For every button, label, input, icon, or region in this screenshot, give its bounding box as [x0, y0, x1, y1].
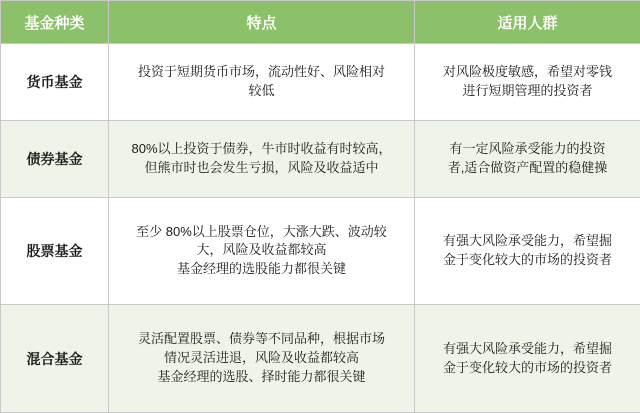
cell-fund-kind: 混合基金 [1, 305, 109, 413]
cell-target-people [415, 44, 640, 121]
cell-fund-feature [109, 197, 415, 305]
table-row [1, 120, 640, 197]
header-cell-feature: 特点 [109, 1, 415, 44]
people-line: 者,适合做资产配置的稳健操 [447, 159, 608, 175]
cell-fund-feature [109, 305, 415, 413]
cell-fund-kind: 债券基金 [1, 120, 109, 197]
table-row [1, 305, 640, 413]
feature-line: 但熊市时也会发生亏损，风险及收益适中 [144, 159, 379, 175]
people-line: 对风险极度敏感，希望对零钱 [442, 64, 612, 80]
feature-line: 大，风险及收益都较高 [196, 242, 327, 258]
feature-line: 情况灵活进退，风险及收益都较高 [163, 350, 359, 366]
people-line: 金于变化较大的市场的投资者 [442, 251, 612, 267]
header-cell-kind: 基金种类 [1, 1, 109, 44]
cell-fund-kind: 货币基金 [1, 44, 109, 121]
people-line: 有强大风险承受能力，希望掘 [442, 233, 612, 249]
feature-line: 基金经理的选股能力都很关键 [176, 261, 346, 277]
table-row [1, 197, 640, 305]
table-header [1, 1, 640, 44]
feature-line: 80%以上投资于债券，牛市时收益有时较高， [131, 140, 392, 156]
people-line: 有一定风险承受能力的投资 [449, 140, 606, 156]
feature-line: 基金经理的选股、择时能力都很关键 [157, 369, 366, 385]
header-row [1, 1, 640, 44]
people-line: 金于变化较大的市场的投资者 [442, 359, 612, 375]
people-line: 有强大风险承受能力，希望掘 [442, 340, 612, 356]
feature-line: 灵活配置股票、债券等不同品种，根据市场 [137, 331, 385, 347]
table-row [1, 44, 640, 121]
cell-fund-feature [109, 120, 415, 197]
feature-line: 较低 [248, 82, 275, 98]
feature-line: 至少 80%以上股票仓位，大涨大跌、波动较 [136, 223, 387, 239]
cell-target-people [415, 305, 640, 413]
header-cell-people: 适用人群 [415, 1, 640, 44]
people-line: 进行短期管理的投资者 [462, 82, 593, 98]
cell-fund-kind: 股票基金 [1, 197, 109, 305]
cell-fund-feature [109, 44, 415, 121]
table-body [1, 44, 640, 413]
cell-target-people [415, 120, 640, 197]
feature-line: 投资于短期货币市场，流动性好、风险相对 [137, 64, 385, 80]
cell-target-people [415, 197, 640, 305]
